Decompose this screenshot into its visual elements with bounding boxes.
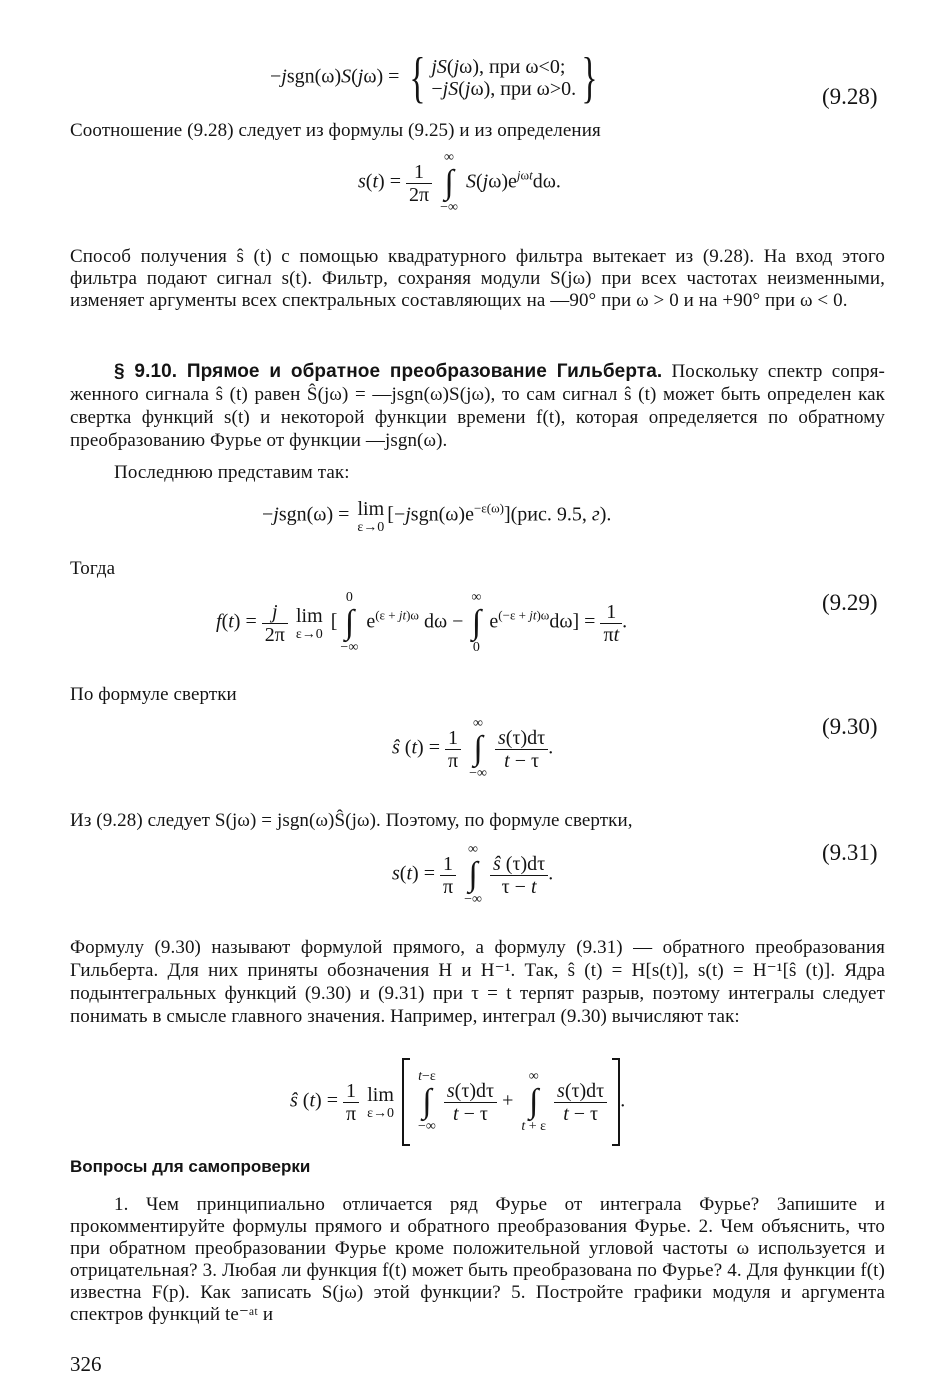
paragraph: Способ получения ŝ (t) с помощью квадратурного фильтра вытекает из (9.28). На вход этого фильтра подают сигнал s(t). Фильтр, сохраняя модули S(jω) при всех частотах неизменными, изменяет аргументы всех спектральных составляющих на —90° при ω > 0 и на +90° при ω < 0. bbox=[70, 246, 885, 311]
equation-principal-value: ŝ (t) = $\frac{1}{\pi}$ lim ε→0 t−ε ∫ −∞ $\frac{s(\tau)d\tau}{t - \tau}$ + ∞ ∫ t + ε $\frac{s(\tau)d\tau}{t - \tau}$ . bbox=[290, 1058, 625, 1146]
equation-number: (9.31) bbox=[822, 840, 878, 865]
equation-number: (9.30) bbox=[822, 714, 878, 739]
equation-9-30: ŝ (t) = $\frac{1}{\pi}$ ∞ ∫ −∞ $\frac{s(\tau)d\tau}{t - \tau}$ . bbox=[392, 716, 554, 781]
paragraph: По формуле свертки bbox=[70, 684, 237, 705]
section-title: § 9.10. Прямое и обратное преобразование Гильберта. bbox=[114, 361, 663, 382]
paragraph: Соотношение (9.28) следует из формулы (9.25) и из определения bbox=[70, 120, 601, 141]
questions-heading: Вопросы для самопроверки bbox=[70, 1157, 311, 1176]
paragraph: Формулу (9.30) называют формулой прямого, а формулу (9.31) — обратного преобразования Гильберта. Для них приняты обозначения H и H⁻¹. Так, ŝ (t) = H[s(t)], s(t) = H⁻¹[ŝ (t)]. Ядра подынтегральных функций (9.30) и (9.31) при τ = t терпят разрыв, поэтому интегралы следует понимать в смысле главного значения. Например, интеграл (9.30) вычисляют так: bbox=[70, 937, 885, 1027]
equation-9-31: s(t) = $\frac{1}{\pi}$ ∞ ∫ −∞ $\frac{ŝ (\tau)d\tau}{\tau - t}$ . bbox=[392, 842, 554, 907]
paragraph: § 9.10. Прямое и обратное преобразование Гильберта. Поскольку спектр сопря-женного сигнала ŝ (t) равен Ŝ(jω) = —jsgn(ω)S(jω), то сам сигнал ŝ (t) может быть определен как свертка функций s(t) и некоторой функции времени f(t), которая определяется по обратному преобразованию Фурье от функции —jsgn(ω). bbox=[70, 361, 885, 451]
equation-number: (9.28) bbox=[822, 84, 878, 109]
equation-sgn-limit: −jsgn(ω) = lim ε→0 $[-jsgn(\omega)e^{-\varepsilon(\omega)}](рис$. 9.5, г). bbox=[262, 498, 612, 535]
questions-paragraph: 1. Чем принципиально отличается ряд Фурье от интеграла Фурье? Запишите и прокомментируйте формулы прямого и обратного преобразования Фурье. 2. Чем объяснить, что при обратном преобразовании Фурье кроме положительной угловой частоты ω используется и отрицательная? 3. Любая ли функция f(t) может быть преобразована по Фурье? 4. Для функции f(t) известна F(p). Как записать S(jω) этой функции? 5. Постройте графики модуля и аргумента спектров функций te⁻ᵃᵗ и bbox=[70, 1194, 885, 1325]
equation-9-29: f(t) = $\frac{j}{2\pi}$ lim ε→0 [0 ∫ −∞ $e^{(\varepsilon + jt)\omega}$ dω − ∞ ∫ 0 $e^{(-\varepsilon + jt)\omega}d\omega$] = $\frac{1}{\pi t}$ . bbox=[216, 590, 628, 655]
paragraph: Последнюю представим так: bbox=[114, 462, 350, 483]
equation-9-28: −jsgn(ω)S(jω) = { jS(jω), при ω<0; −jS(jω), при ω>0. } bbox=[270, 47, 598, 109]
equation-inverse-fourier: s(t) = $\frac{1}{2\pi}$ ∞ ∫ −∞ $S(j\omega)e^{j\omega t}d\omega$. bbox=[358, 150, 561, 215]
equation-number: (9.29) bbox=[822, 590, 878, 615]
page-number: 326 bbox=[70, 1352, 102, 1376]
paragraph: Из (9.28) следует S(jω) = jsgn(ω)Ŝ(jω). Поэтому, по формуле свертки, bbox=[70, 810, 633, 831]
paragraph: Тогда bbox=[70, 558, 116, 579]
